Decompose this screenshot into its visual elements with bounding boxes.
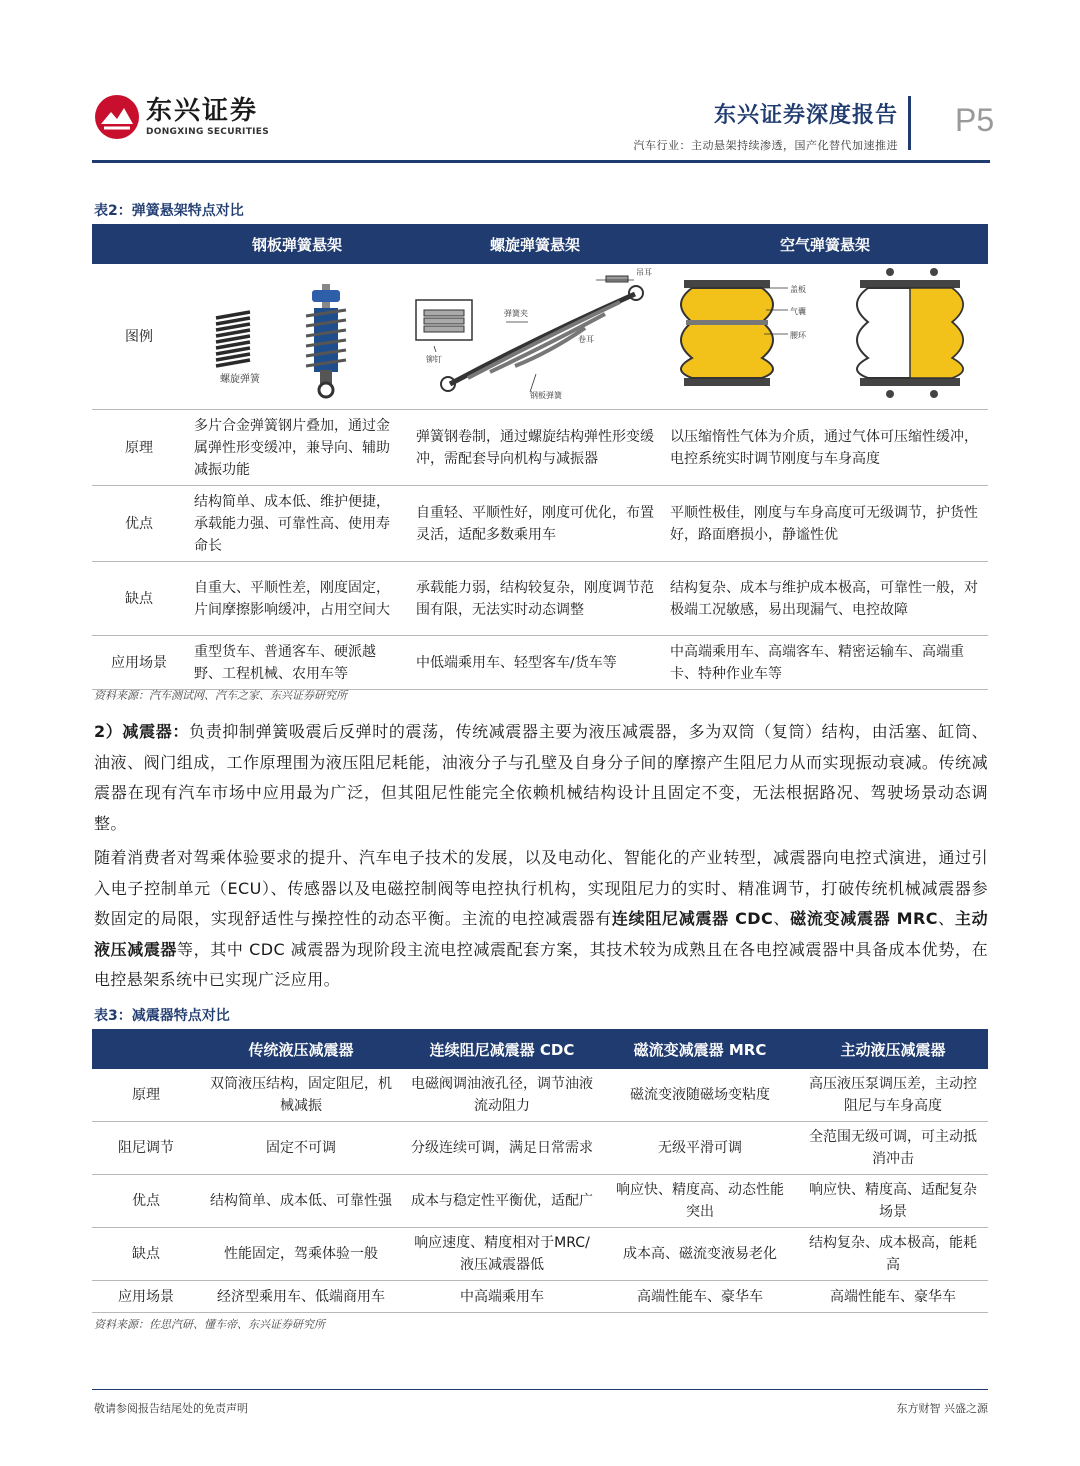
logo-name-en: DONGXING SECURITIES: [146, 126, 270, 137]
air-spring-figure: [662, 264, 988, 410]
table-row: [92, 1281, 988, 1313]
coil-spring-figure: [186, 264, 408, 410]
table-cell: 平顺性极佳，刚度与车身高度可无级调节，护货性好，路面磨损小，静谧性优: [662, 486, 988, 562]
shock-absorber-paragraph: [94, 717, 988, 839]
table2-source: 资料来源：汽车测试网、汽车之家、东兴证券研究所: [94, 689, 347, 702]
footer-rule: [92, 1389, 988, 1390]
air-spring-illustration: [664, 266, 986, 400]
table-cell: 结构复杂、成本极高，能耗高: [798, 1228, 988, 1281]
table3-header-corner: [92, 1029, 200, 1069]
table-cell: 响应速度、精度相对于MRC/液压减震器低: [402, 1228, 602, 1281]
highlight-mrc: 磁流变减震器 MRC: [790, 909, 938, 928]
table2-header-leaf: 钢板弹簧悬架: [186, 224, 408, 264]
table-cell: 重型货车、普通客车、硬派越野、工程机械、农用车等: [186, 636, 408, 690]
table-cell: 响应快、精度高、动态性能突出: [602, 1175, 798, 1228]
leaf-callout-shackle: 吊耳: [636, 268, 652, 277]
table-cell: 中高端乘用车、高端客车、精密运输车、高端重卡、特种作业车等: [662, 636, 988, 690]
separator: 、: [773, 909, 791, 928]
row-label: 图例: [92, 264, 186, 410]
table-cell: 结构简单、成本低、可靠性强: [200, 1175, 402, 1228]
table-row: [92, 264, 988, 410]
separator: 、: [937, 909, 955, 928]
table-cell: 自重轻、平顺性好，刚度可优化，布置灵活，适配多数乘用车: [408, 486, 662, 562]
table-row: [92, 410, 988, 486]
table2-header-air: 空气弹簧悬架: [662, 224, 988, 264]
table-cell: 中高端乘用车: [402, 1281, 602, 1313]
header-divider: [908, 96, 911, 150]
leaf-callout-rivet: 铆钉: [426, 355, 442, 364]
report-title: 东兴证券深度报告: [713, 103, 898, 128]
table-cell: 弹簧钢卷制，通过螺旋结构弹性形变缓冲，需配套导向机构与减振器: [408, 410, 662, 486]
coil-spring-illustration: [188, 266, 406, 400]
header-rule: [92, 160, 990, 163]
coil-spring-caption: 螺旋弹簧: [220, 374, 260, 385]
paragraph-body: 等，其中 CDC 减震器为现阶段主流电控减震配套方案，其技术较为成熟且在各电控减震器中具备成本优势，在电控悬架系统中已实现广泛应用。: [94, 939, 988, 989]
air-callout-ring: 腰环: [790, 331, 806, 340]
table3-header-mrc: 磁流变减震器 MRC: [602, 1029, 798, 1069]
row-label: 优点: [92, 486, 186, 562]
table-row: [92, 562, 988, 636]
paragraph-body: 负责抑制弹簧吸震后反弹时的震荡，传统减震器主要为液压减震器，多为双筒（复筒）结构，由活塞、缸筒、油液、阀门组成，工作原理围为液压阻尼耗能，油液分子与孔壁及自身分子间的摩擦产生阻尼力从而实现振动衰减。传统减震器在现有汽车市场中应用最为广泛，但其阻尼性能完全依赖机械结构设计且固定不变，无法根据路况、驾驶场景动态调整。: [94, 722, 988, 833]
table2-header-coil: 螺旋弹簧悬架: [408, 224, 662, 264]
row-label: 阻尼调节: [92, 1122, 200, 1175]
leaf-spring-figure: [408, 264, 662, 410]
table3-source: 资料来源：佐思汽研、懂车帝、东兴证券研究所: [94, 1318, 325, 1331]
highlight-cdc: 连续阻尼减震器 CDC: [611, 909, 774, 928]
logo-name-cn: 东兴证券: [146, 95, 259, 126]
table2-title: 表2：弹簧悬架特点对比: [94, 203, 244, 219]
spring-suspension-table: [92, 224, 988, 690]
table-cell: 多片合金弹簧钢片叠加，通过金属弹性形变缓冲，兼导向、辅助减振功能: [186, 410, 408, 486]
table-cell: 结构简单、成本低、维护便捷，承载能力强、可靠性高、使用寿命长: [186, 486, 408, 562]
row-label: 缺点: [92, 562, 186, 636]
row-label: 原理: [92, 410, 186, 486]
table-cell: 以压缩惰性气体为介质，通过气体可压缩性缓冲，电控系统实时调节刚度与车身高度: [662, 410, 988, 486]
table-cell: 电磁阀调油液孔径，调节油液流动阻力: [402, 1069, 602, 1122]
paragraph-body: 随着消费者对驾乘体验要求的提升、汽车电子技术的发展，以及电动化、智能化的产业转型，减震器向电控式演进，通过引入电子控制单元（ECU）、传感器以及电磁控制阀等电控执行机构，实现阻尼力的实时、精准调节，打破传统机械减震器参数固定的局限，实现舒适性与操控性的动态平衡。主流的电控减震器有: [94, 848, 988, 928]
table-cell: 分级连续可调，满足日常需求: [402, 1122, 602, 1175]
report-subtitle: 汽车行业：主动悬架持续渗透，国产化替代加速推进: [633, 139, 898, 152]
row-label: 缺点: [92, 1228, 200, 1281]
page-number: P5: [955, 102, 995, 138]
dongxing-logo-icon: [94, 94, 140, 140]
table3-header-cdc: 连续阻尼减震器 CDC: [402, 1029, 602, 1069]
table-row: [92, 1069, 988, 1122]
leaf-callout-eye: 卷耳: [578, 335, 594, 344]
table-cell: 自重大、平顺性差，刚度固定，片间摩擦影响缓冲，占用空间大: [186, 562, 408, 636]
leaf-callout-spring: 钢板弹簧: [530, 391, 562, 400]
table-cell: 固定不可调: [200, 1122, 402, 1175]
table-cell: 全范围无级可调，可主动抵消冲击: [798, 1122, 988, 1175]
row-label: 原理: [92, 1069, 200, 1122]
row-label: 应用场景: [92, 636, 186, 690]
table-cell: 成本与稳定性平衡优，适配广: [402, 1175, 602, 1228]
table2-header-corner: [92, 224, 186, 264]
paragraph-lead: 2）减震器：: [94, 722, 190, 741]
row-label: 应用场景: [92, 1281, 200, 1313]
footer-slogan: 东方财智 兴盛之源: [896, 1402, 988, 1415]
table-row: [92, 1175, 988, 1228]
table-cell: 结构复杂、成本与维护成本极高，可靠性一般，对极端工况敏感，易出现漏气、电控故障: [662, 562, 988, 636]
table-cell: 高端性能车、豪华车: [602, 1281, 798, 1313]
table-cell: 双筒液压结构，固定阻尼，机械减振: [200, 1069, 402, 1122]
table-cell: 中低端乘用车、轻型客车/货车等: [408, 636, 662, 690]
highlight-active-hydraulic: 主动液压减震器: [94, 909, 988, 959]
electronic-damper-paragraph: [94, 843, 988, 996]
air-callout-bladder: 气囊: [790, 307, 806, 316]
table3-header-hydraulic: 传统液压减震器: [200, 1029, 402, 1069]
table3-title: 表3：减震器特点对比: [94, 1008, 230, 1024]
table-cell: 成本高、磁流变液易老化: [602, 1228, 798, 1281]
leaf-callout-clip: 弹簧夹: [504, 309, 528, 318]
table-cell: 经济型乘用车、低端商用车: [200, 1281, 402, 1313]
company-logo: [94, 94, 269, 140]
shock-absorber-table: [92, 1029, 988, 1313]
table-cell: 承载能力弱，结构较复杂，刚度调节范围有限，无法实时动态调整: [408, 562, 662, 636]
leaf-spring-illustration: [410, 266, 660, 400]
row-label: 优点: [92, 1175, 200, 1228]
table-row: [92, 636, 988, 690]
table-row: [92, 486, 988, 562]
table-cell: 性能固定，驾乘体验一般: [200, 1228, 402, 1281]
table-cell: 磁流变液随磁场变粘度: [602, 1069, 798, 1122]
table-row: [92, 1228, 988, 1281]
table-row: [92, 1122, 988, 1175]
table-cell: 响应快、精度高、适配复杂场景: [798, 1175, 988, 1228]
table-cell: 无级平滑可调: [602, 1122, 798, 1175]
air-callout-cover: 盖板: [790, 285, 806, 294]
table-cell: 高端性能车、豪华车: [798, 1281, 988, 1313]
disclaimer-note: 敬请参阅报告结尾处的免责声明: [94, 1402, 248, 1415]
table3-header-active: 主动液压减震器: [798, 1029, 988, 1069]
table-cell: 高压液压泵调压差，主动控阻尼与车身高度: [798, 1069, 988, 1122]
